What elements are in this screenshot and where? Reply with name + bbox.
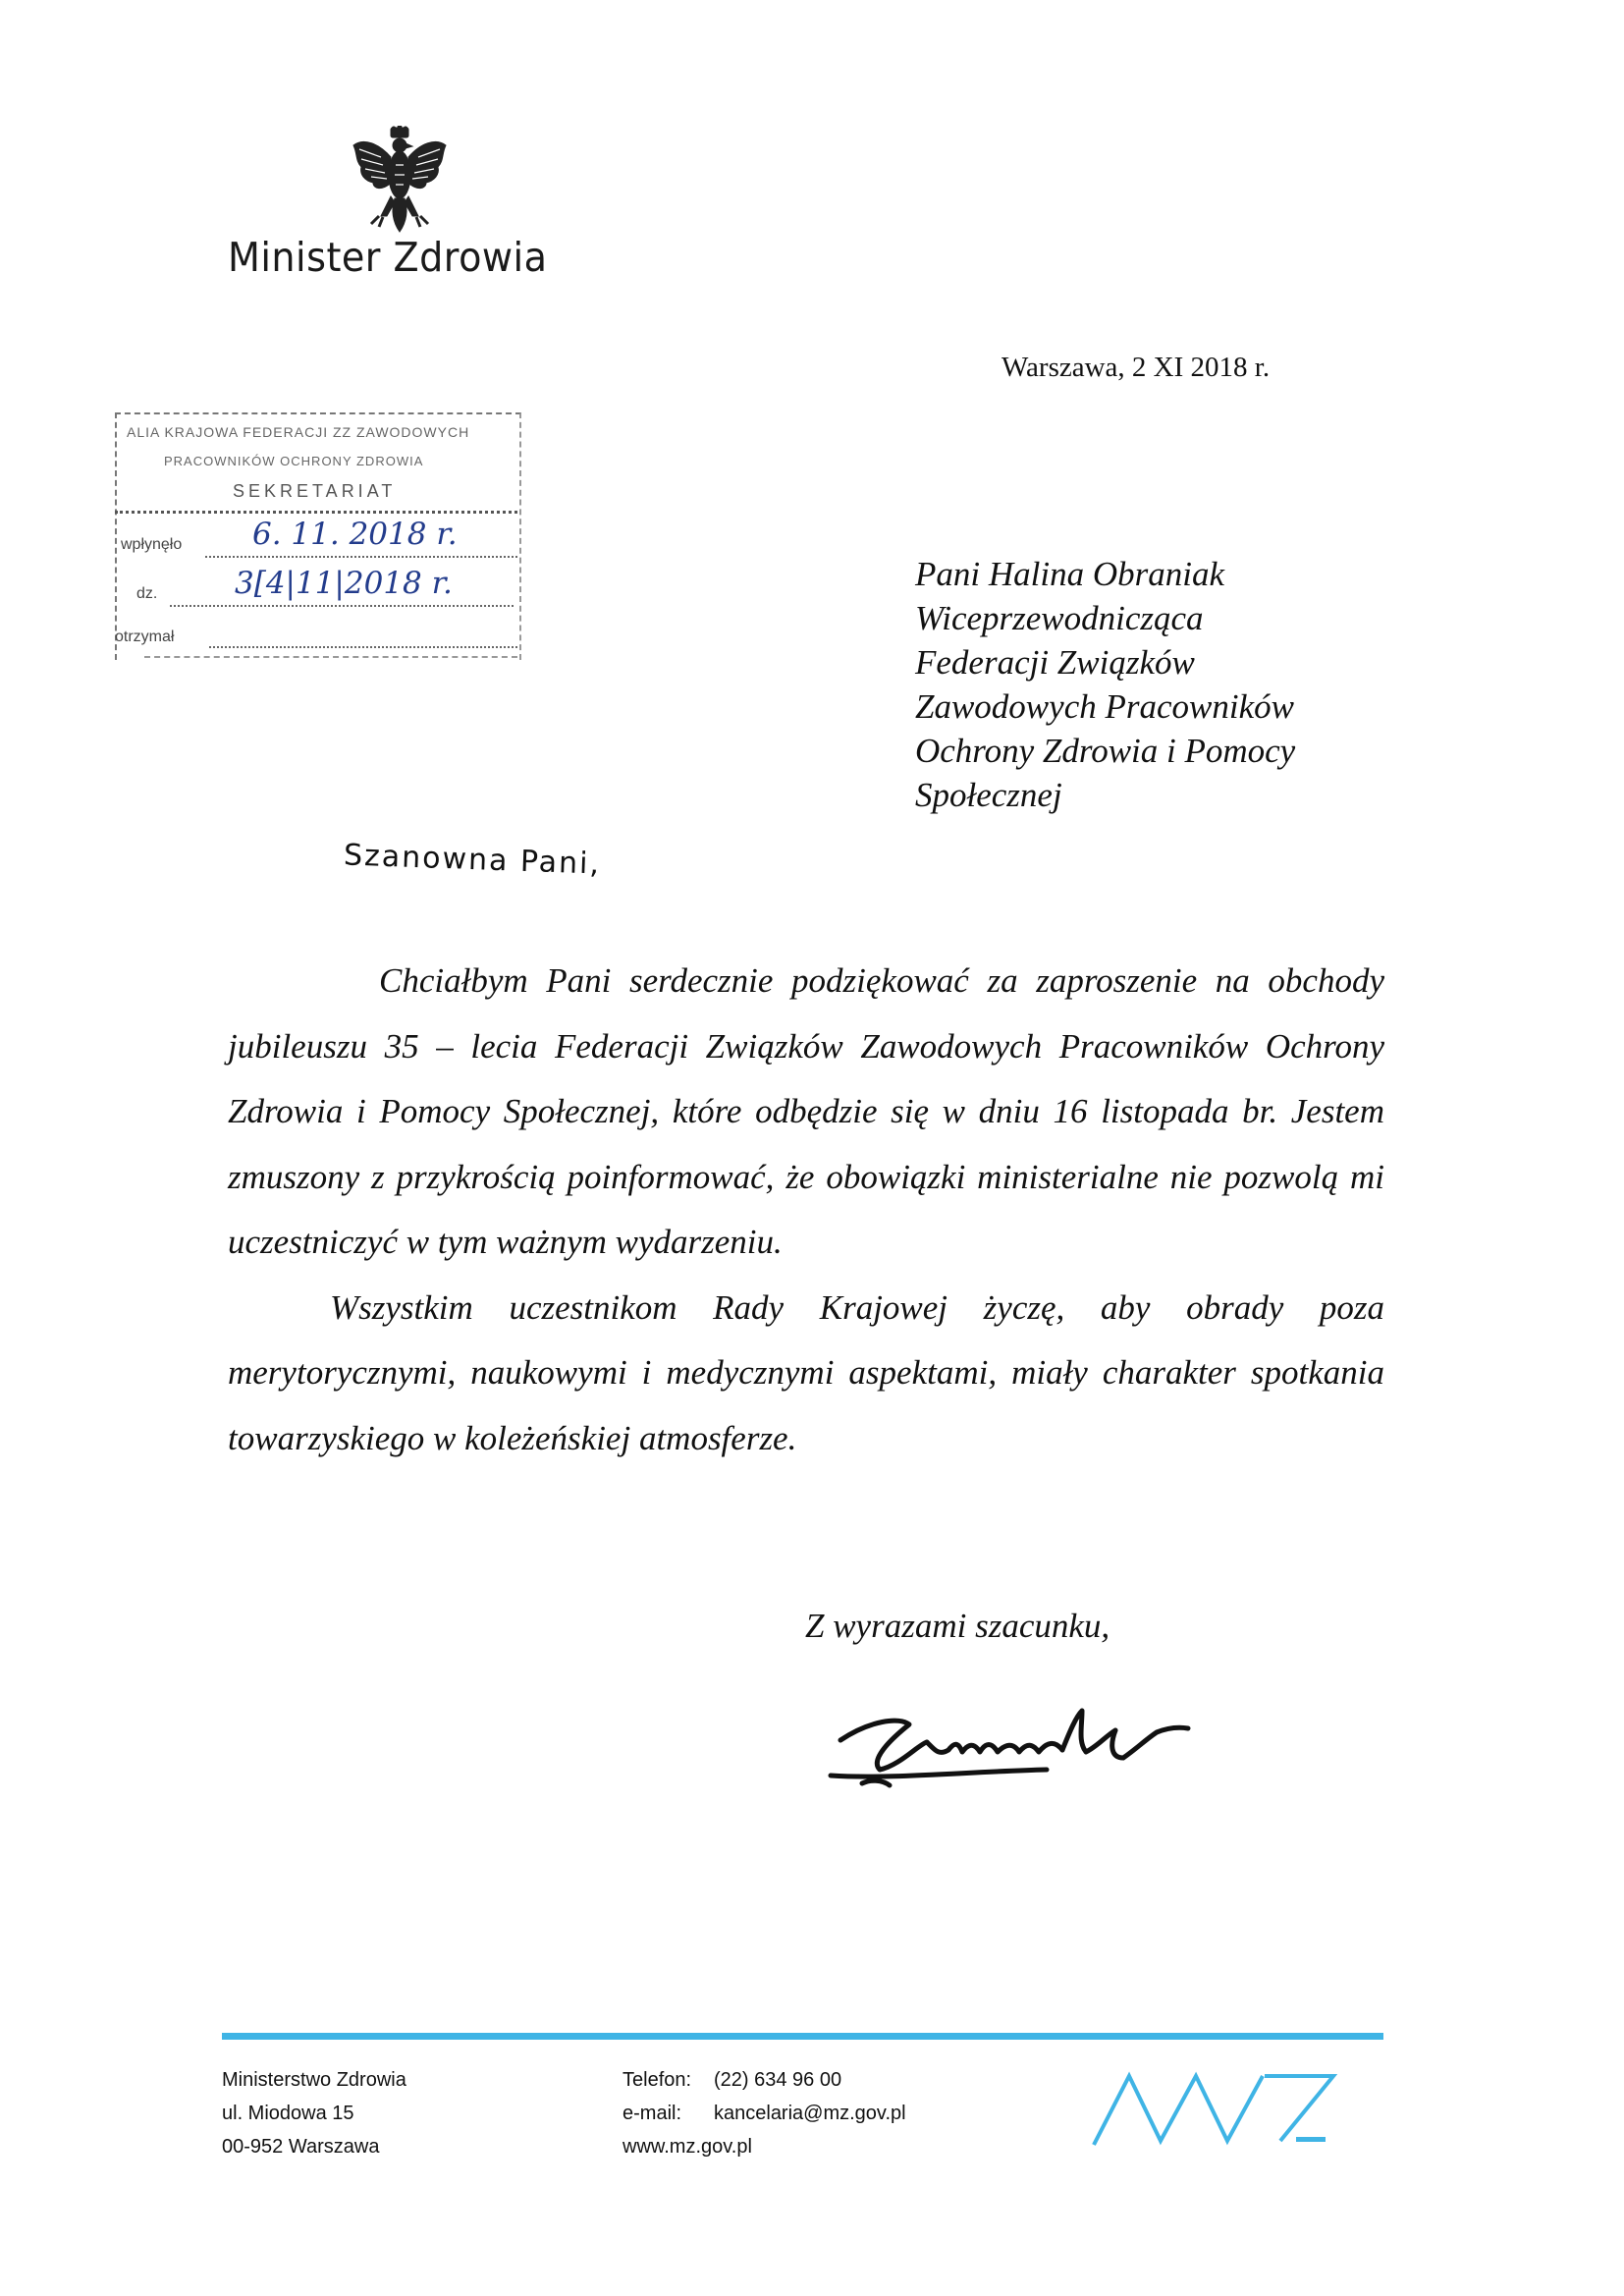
recipient-line: Społecznej — [915, 776, 1062, 814]
stamp-department: SEKRETARIAT — [233, 481, 397, 501]
address-line: Ministerstwo Zdrowia — [222, 2069, 406, 2091]
stamp-organization-line-2: PRACOWNIKÓW OCHRONY ZDROWIA — [164, 454, 424, 468]
mz-logo-icon — [1090, 2070, 1347, 2149]
phone-number: (22) 634 96 00 — [714, 2069, 842, 2091]
stamp-recipient-label: otrzymał — [115, 629, 175, 645]
letter-date: Warszawa, 2 XI 2018 r. — [1001, 352, 1271, 383]
address-line: 00-952 Warszawa — [222, 2136, 380, 2158]
recipient-line: Zawodowych Pracowników — [915, 687, 1294, 726]
letter-body — [228, 949, 1384, 1471]
stamp-received-date: 6. 11. 2018 r. — [252, 517, 458, 552]
salutation: Szanowna Pani, — [343, 838, 602, 882]
phone-label: Telefon: — [623, 2069, 692, 2091]
email-label: e-mail: — [623, 2103, 682, 2124]
footer-contact — [623, 2063, 906, 2163]
handwritten-signature-icon — [811, 1681, 1214, 1799]
registry-stamp — [115, 412, 519, 658]
recipient-line: Federacji Związków — [915, 643, 1195, 682]
recipient-line: Ochrony Zdrowia i Pomocy — [915, 732, 1296, 770]
recipient-line: Pani Halina Obraniak — [915, 555, 1224, 593]
polish-eagle-emblem-icon — [352, 126, 448, 234]
stamp-ref-label: dz. — [136, 585, 158, 602]
ministry-title: Minister Zdrowia — [228, 234, 548, 281]
email-link[interactable]: kancelaria@mz.gov.pl — [714, 2103, 906, 2124]
stamp-received-label: wpłynęło — [121, 536, 183, 553]
footer-rule — [222, 2033, 1383, 2040]
footer-address — [222, 2063, 406, 2163]
stamp-organization-line-1: ALIA KRAJOWA FEDERACJI ZZ ZAWODOWYCH — [127, 424, 470, 440]
stamp-ref-number: 3[4|11|2018 r. — [235, 566, 453, 601]
website-link[interactable]: www.mz.gov.pl — [623, 2136, 752, 2158]
body-paragraph: Wszystkim uczestnikom Rady Krajowej życzę, aby obrady poza merytorycznymi, naukowymi i medycznymi aspektami, miały charakter spotkania towarzyskiego w koleżeńskiej atmosferze. — [228, 1287, 1384, 1457]
closing-phrase: Z wyrazami szacunku, — [805, 1607, 1110, 1645]
address-line: ul. Miodowa 15 — [222, 2103, 354, 2124]
recipient-block — [915, 552, 1295, 817]
recipient-line: Wiceprzewodnicząca — [915, 599, 1204, 637]
body-paragraph: Chciałbym Pani serdecznie podziękować za zaproszenie na obchody jubileuszu 35 – lecia Federacji Związków Zawodowych Pracowników Ochrony Zdrowia i Pomocy Społecznej, które odbędzie się w dniu 16 listopada br. Jestem zmuszony z przykrością poinformować, że obowiązki ministerialne nie pozwolą mi uczestniczyć w tym ważnym wydarzeniu. — [228, 961, 1384, 1261]
